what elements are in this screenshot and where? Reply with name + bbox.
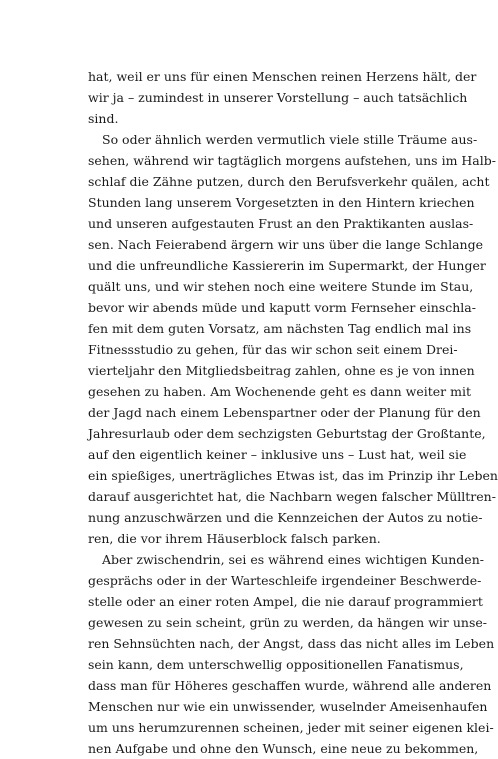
text-line: gewesen zu sein scheint, grün zu werden, da hängen wir unse- xyxy=(88,615,487,630)
text-line: fen mit dem guten Vorsatz, am nächsten Tag endlich mal ins xyxy=(88,321,472,336)
text-line: sehen, während wir tagtäglich morgens aufstehen, uns im Halb- xyxy=(88,153,496,168)
text-line: hat, weil er uns für einen Menschen reinen Herzens hält, der xyxy=(88,69,477,84)
text-line: sen. Nach Feierabend ärgern wir uns über die lange Schlange xyxy=(88,237,483,252)
text-line: vierteljahr den Mitgliedsbeitrag zahlen, ohne es je von innen xyxy=(88,363,475,378)
text-line: So oder ähnlich werden vermutlich viele stille Träume aus- xyxy=(102,132,478,147)
text-line: sein kann, dem unterschwellig oppositionellen Fanatismus, xyxy=(88,657,464,672)
text-line: gesprächs oder in der Warteschleife irgendeiner Beschwerde- xyxy=(88,573,482,588)
text-line: Stunden lang unserem Vorgesetzten in den Hintern kriechen xyxy=(88,195,475,210)
text-line: auf den eigentlich keiner – inklusive uns – Lust hat, weil sie xyxy=(88,447,467,462)
text-line: und die unfreundliche Kassiererin im Supermarkt, der Hunger xyxy=(88,258,486,273)
text-line: bevor wir abends müde und kaputt vorm Fernseher einschla- xyxy=(88,300,476,315)
text-line: darauf ausgerichtet hat, die Nachbarn wegen falscher Mülltren- xyxy=(88,489,496,504)
text-line: ren, die vor ihrem Häuserblock falsch parken. xyxy=(88,531,381,546)
text-line: dass man für Höheres geschaffen wurde, während alle anderen xyxy=(88,678,492,693)
text-line: ein spießiges, unerträgliches Etwas ist, das im Prinzip ihr Leben xyxy=(88,468,498,483)
text-line: Jahresurlaub oder dem sechzigsten Geburtstag der Großtante, xyxy=(88,426,486,441)
text-line: nung anzuschwärzen und die Kennzeichen der Autos zu notie- xyxy=(88,510,483,525)
text-line: schlaf die Zähne putzen, durch den Berufsverkehr quälen, acht xyxy=(88,174,490,189)
text-line: gesehen zu haben. Am Wochenende geht es dann weiter mit xyxy=(88,384,471,399)
text-line: Menschen nur wie ein unwissender, wuselnder Ameisenhaufen xyxy=(88,699,488,714)
text-line: stelle oder an einer roten Ampel, die nie darauf programmiert xyxy=(88,594,483,609)
text-line: der Jagd nach einem Lebenspartner oder der Planung für den xyxy=(88,405,481,420)
text-line: um uns herumzurennen scheinen, jeder mit seiner eigenen klei- xyxy=(88,720,494,735)
text-line: Fitnessstudio zu gehen, für das wir schon seit einem Drei- xyxy=(88,342,458,357)
text-line: ren Sehnsüchten nach, der Angst, dass das nicht alles im Leben xyxy=(88,636,495,651)
text-line: wir ja – zumindest in unserer Vorstellung – auch tatsächlich xyxy=(88,90,468,105)
text-line: quält uns, und wir stehen noch eine weitere Stunde im Stau, xyxy=(88,279,474,294)
text-line: und unseren aufgestauten Frust an den Praktikanten auslas- xyxy=(88,216,474,231)
text-line: nen Aufgabe und ohne den Wunsch, eine neue zu bekommen, xyxy=(88,741,479,756)
text-line: sind. xyxy=(88,111,119,126)
text-line: Aber zwischendrin, sei es während eines wichtigen Kunden- xyxy=(102,552,484,567)
